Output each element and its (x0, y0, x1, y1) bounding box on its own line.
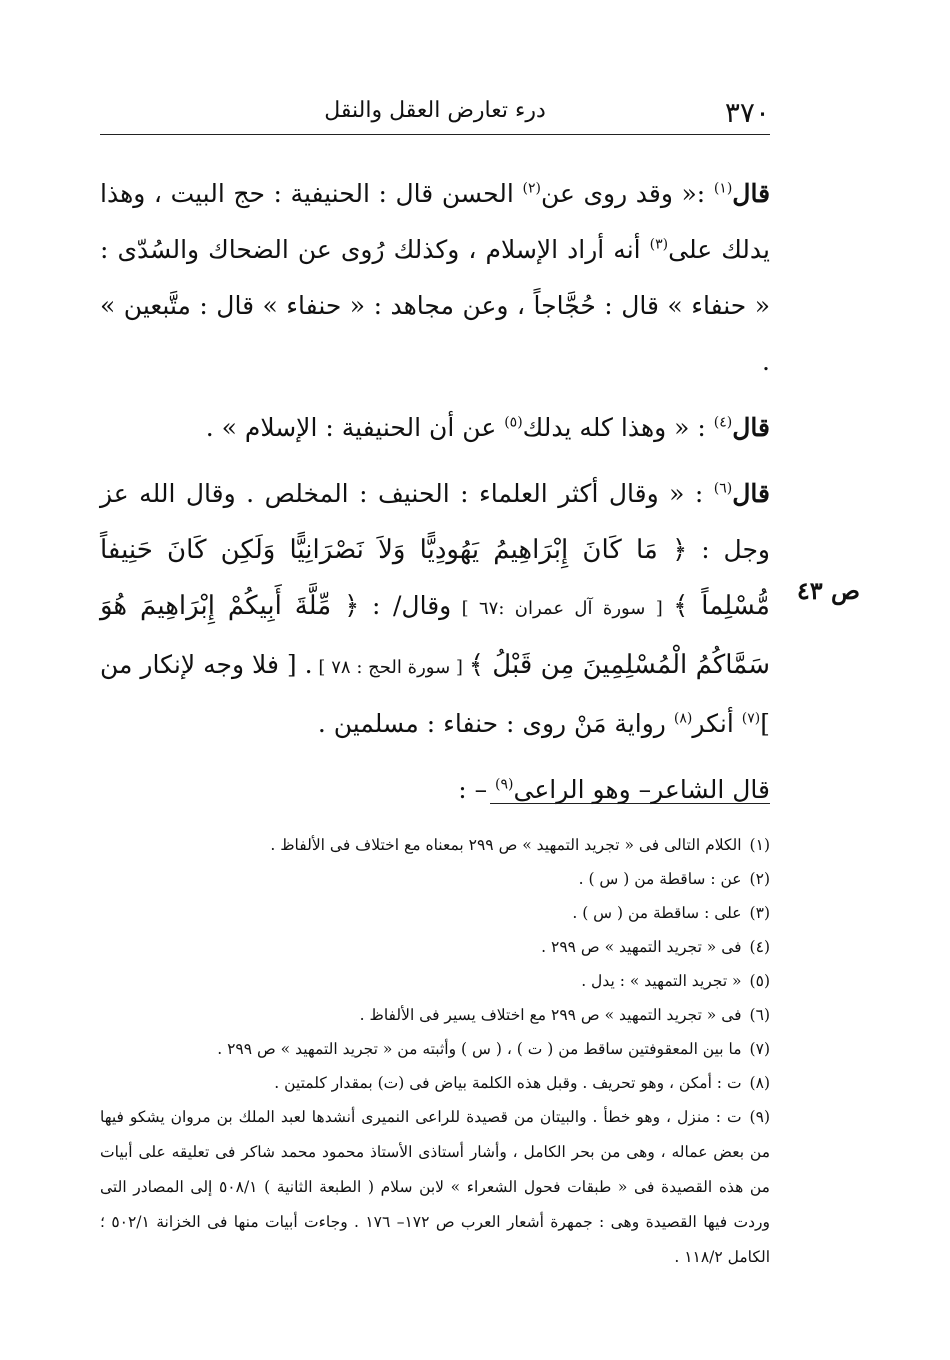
footnote-ref: (٩) (495, 776, 514, 793)
text-run: أنكر (692, 709, 742, 738)
text-run: أنه أراد الإسلام ، وكذلك رُوى عن الضحاك والسُدّى : « حنفاء » قال : حُجَّاجاً ، وعن مجاهد : « حنفاء » قال : متَّبعين » . (100, 235, 770, 376)
footnote (100, 964, 770, 998)
footnote-number: (٨) (749, 1074, 770, 1092)
footnote-text: الكلام التالى فى « تجريد التمهيد » ص ٢٩٩ بمعناه مع اختلاف فى الألفاظ . (270, 836, 742, 854)
footnote (100, 1032, 770, 1066)
footnotes-rule (490, 803, 770, 804)
footnote-text: على : ساقطة من ( س ) . (572, 904, 742, 922)
text-run: رواية مَنْ روى : حنفاء : مسلمين . (317, 709, 674, 738)
text-run: . [ فلا وجه لإنكار من ] (100, 650, 770, 738)
text-run: الحسن قال : الحنيفية : حج البيت ، وهذا يدلك على (100, 179, 770, 264)
sura-reference: [ سورة الحج : ٧٨ ] (312, 657, 469, 678)
footnote-text: « تجريد التمهيد » : يدل . (581, 972, 742, 990)
paragraph-1 (100, 166, 770, 390)
footnote-ref: (٣) (649, 236, 669, 253)
text-run: وقال/ : (359, 591, 452, 620)
footnote-number: (٣) (749, 904, 770, 922)
footnote-number: (٧) (749, 1040, 770, 1058)
quran-verse: ﴿ مِّلَّةَ أَبِيكُمْ إِبْرَاهِيمَ هُوَ سَمَّاكُمُ الْمُسْلِمِينَ مِن قَبْلُ ﴾ (100, 591, 770, 680)
footnote-number: (٩) (749, 1108, 770, 1126)
paragraph-2 (100, 400, 770, 456)
footnote (100, 828, 770, 862)
footnote-number: (١) (749, 836, 770, 854)
footnote-text: ت : منزل ، وهو خطأ . والبيتان من قصيدة للراعى النميرى أنشدها لعبد الملك بن مروان يشكو فيها من بعض عماله ، وهى من بحر الكامل ، وأشار أستاذى الأستاذ محمود محمد شاكر فى تعليقه على أبيات من هذه القصيدة فى « طبقات فحول الشعراء » لابن سلام ( الطبعة الثانية ) ٥٠٨/١ إلى المصادر التى وردت فيها القصيدة وهى : جمهرة أشعار العرب ص ١٧٢– ١٧٦ . وجاءت أبيات منها فى الخزانة ٥٠٢/١ ؛ الكامل ١١٨/٢ . (100, 1108, 770, 1266)
footnote (100, 930, 770, 964)
footnote-ref: (١) (713, 180, 733, 197)
text-run: : « وقال أكثر العلماء : الحنيف : المخلص . وقال الله عز وجل : (100, 479, 770, 564)
footnote-number: (٥) (749, 972, 770, 990)
footnote-text: فى « تجريد التمهيد » ص ٢٩٩ مع اختلاف يسير فى الألفاظ . (359, 1006, 742, 1024)
page-number: ٣٧٠ (724, 96, 770, 129)
footnote-ref: (٢) (522, 180, 541, 197)
quran-verse: ﴿ مَا كَانَ إِبْرَاهِيمُ يَهُودِيًّا وَلاَ نَصْرَانِيًّا وَلَكِن كَانَ حَنِيفاً مُّسْلِماً ﴾ (100, 535, 770, 621)
speaker-label: قال (732, 179, 771, 208)
text-run: قال الشاعر– وهو الراعى (513, 775, 770, 804)
header-rule (100, 134, 770, 135)
text-run: عن أن الحنيفية : الإسلام » . (205, 413, 505, 442)
running-title: درء تعارض العقل والنقل (324, 98, 546, 123)
footnote (100, 862, 770, 896)
footnote-ref: (٨) (673, 710, 693, 727)
paragraph-4 (100, 762, 770, 818)
footnote (100, 998, 770, 1032)
footnote-ref: (٤) (713, 414, 733, 431)
text-run: :« وقد روى عن (540, 179, 714, 208)
footnote-ref: (٥) (504, 414, 523, 431)
page-header (100, 92, 770, 132)
footnote-text: ما بين المعقوفتين ساقط من ( ت ) ، ( س ) وأثبته من « تجريد التمهيد » ص ٢٩٩ . (217, 1040, 742, 1058)
footnote (100, 1066, 770, 1100)
paragraph-3 (100, 466, 770, 752)
main-text (100, 166, 770, 828)
footnote-ref: (٧) (741, 710, 761, 727)
speaker-label: قال (732, 479, 770, 508)
footnote-text: ت : أمكن ، وهو تحريف . وقبل هذه الكلمة بياض فى (ت) بمقدار كلمتين . (274, 1074, 742, 1092)
footnotes (100, 828, 770, 1275)
margin-page-note: ص ٤٣ (796, 576, 860, 605)
footnote-number: (٢) (749, 870, 770, 888)
footnote-text: عن : ساقطة من ( س ) . (578, 870, 742, 888)
speaker-label: قال (732, 413, 770, 442)
text-run: – : (458, 775, 496, 804)
footnote-number: (٦) (749, 1006, 770, 1024)
footnote (100, 1100, 770, 1275)
text-run: : « وهذا كله يدلك (522, 413, 714, 442)
footnote-text: فى « تجريد التمهيد » ص ٢٩٩ . (541, 938, 742, 956)
sura-reference: [ سورة آل عمران :٦٧ ] (451, 598, 674, 619)
footnote-ref: (٦) (713, 480, 733, 497)
footnote (100, 896, 770, 930)
footnote-number: (٤) (749, 938, 770, 956)
